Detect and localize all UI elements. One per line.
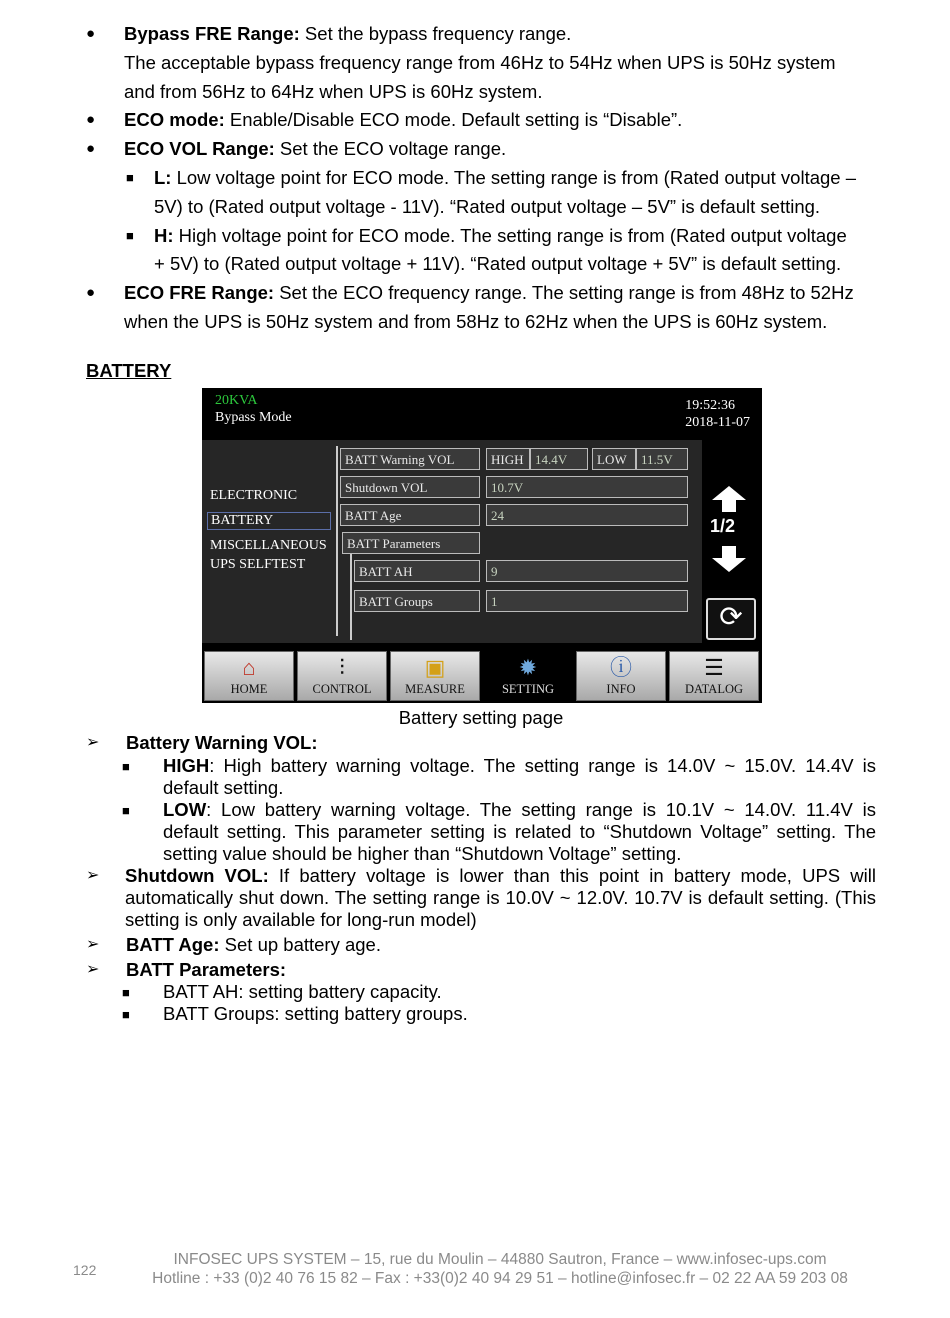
high-value-field[interactable]: 14.4V [530, 448, 588, 470]
bullet-square: ■ [126, 169, 134, 185]
home-icon: ⌂ [242, 655, 256, 680]
mode-label: Bypass Mode [215, 410, 292, 425]
ups-screen [202, 388, 762, 703]
intro-line: The acceptable bypass frequency range from 46Hz to 54Hz when UPS is 50Hz system [124, 51, 836, 73]
bullet-square: ■ [122, 985, 130, 1000]
arrow-bullet: ➢ [86, 961, 100, 978]
intro-line: ● ECO mode: Enable/Disable ECO mode. Default setting is “Disable”. [0, 106, 950, 135]
paragraph: BATT Age: Set up battery age. [126, 934, 381, 955]
gear-icon: ✹ [518, 655, 538, 680]
tree-line [336, 446, 338, 636]
info-icon: ⓘ [609, 655, 632, 680]
intro-line: 5V) to (Rated output voltage - 11V). “Rated output voltage – 5V” is default setting. [154, 195, 821, 217]
term: ECO VOL Range: [124, 138, 275, 160]
menu-item-miscellaneous[interactable]: MISCELLANEOUS [210, 538, 327, 553]
low-value-field[interactable]: 11.5V [636, 448, 688, 470]
footer-line: INFOSEC UPS SYSTEM – 15, rue du Moulin – 44880 Sautron, France – www.infosec-ups.com [173, 1251, 827, 1268]
intro-line: ● ECO FRE Range: Set the ECO frequency range. The setting range is from 48Hz to 52Hz [0, 279, 950, 308]
intro-line: ● Bypass FRE Range: Set the bypass frequency range. [0, 20, 950, 49]
shutdown-vol-label: Shutdown VOL [340, 476, 480, 498]
menu-item-battery[interactable]: BATTERY [207, 512, 331, 530]
intro-line: + 5V) to (Rated output voltage + 11V). “Rated output voltage + 5V” is default setting. [154, 253, 842, 275]
high-label: HIGH [486, 448, 530, 470]
bullet-dot: ● [86, 140, 96, 158]
batt-groups-field[interactable]: 1 [486, 590, 688, 612]
bullet-square: ■ [122, 1007, 130, 1022]
bottom-tab-bar [202, 651, 762, 703]
tab-measure[interactable]: ▣ MEASURE [390, 651, 480, 701]
control-icon: ⫶ [339, 655, 345, 680]
paragraph: LOW: Low battery warning voltage. The setting range is 10.1V ~ 14.0V. 11.4V is default setting. This parameter setting is related to “Shutdown Voltage” setting. The setting value should be higher than “Shutdown Voltage” setting. [163, 799, 876, 864]
bullet-dot: ● [86, 284, 96, 302]
tab-home[interactable]: ⌂ HOME [204, 651, 294, 701]
paragraph: Shutdown VOL: If battery voltage is lower than this point in battery mode, UPS will automatically shut down. The setting range is 10.0V ~ 12.0V. 10.7V is default setting. (This setting is only available for long-run model) [125, 865, 876, 930]
bullet-square: ■ [122, 803, 130, 818]
arrow-bullet: ➢ [86, 734, 100, 751]
tab-info[interactable]: ⓘ INFO [576, 651, 666, 701]
shutdown-value-field[interactable]: 10.7V [486, 476, 688, 498]
footer [130, 1250, 870, 1288]
datalog-icon: ☰ [704, 655, 724, 680]
page-up-icon[interactable] [710, 484, 748, 514]
tab-datalog[interactable]: ☰ DATALOG [669, 651, 759, 701]
settings-panel [202, 440, 702, 643]
paragraph: HIGH: High battery warning voltage. The setting range is 14.0V ~ 15.0V. 14.4V is default setting. [163, 755, 876, 798]
intro-line: ● ECO VOL Range: Set the ECO voltage range. [0, 135, 950, 164]
list-item: BATT AH: setting battery capacity. [163, 981, 442, 1002]
bullet-square: ■ [122, 759, 130, 774]
figure-caption: Battery setting page [398, 707, 564, 728]
term: Bypass FRE Range: [124, 23, 300, 44]
batt-ah-label: BATT AH [354, 560, 480, 582]
intro-line: and from 56Hz to 64Hz when UPS is 60Hz system. [124, 80, 543, 102]
intro-line: when the UPS is 50Hz system and from 58Hz to 62Hz when the UPS is 60Hz system. [124, 310, 828, 332]
term: ECO mode: [124, 109, 225, 131]
refresh-icon[interactable]: ⟳ [706, 598, 756, 640]
measure-icon: ▣ [424, 655, 446, 680]
tab-control[interactable]: ⫶ CONTROL [297, 651, 387, 701]
bullet-dot: ● [86, 111, 96, 129]
batt-parameters-button[interactable]: BATT Parameters [342, 532, 480, 554]
date-label: 2018-11-07 [685, 415, 750, 430]
menu-item-ups-selftest[interactable]: UPS SELFTEST [210, 557, 306, 572]
footer-line: Hotline : +33 (0)2 40 76 15 82 – Fax : +33(0)2 40 94 29 51 – hotline@infosec.fr – 02 22 AA 59 203 08 [152, 1270, 848, 1287]
term: H: [154, 224, 174, 246]
section-title: BATTERY [86, 360, 172, 381]
term: ECO FRE Range: [124, 282, 275, 304]
batt-ah-field[interactable]: 9 [486, 560, 688, 582]
batt-groups-label: BATT Groups [354, 590, 480, 612]
arrow-bullet: ➢ [86, 936, 100, 953]
page-indicator: 1/2 [710, 516, 736, 536]
tree-line [350, 554, 352, 640]
list-item: BATT Groups: setting battery groups. [163, 1003, 468, 1024]
clock [685, 397, 750, 431]
term: Battery Warning VOL: [126, 732, 318, 753]
time-label: 19:52:36 [685, 398, 735, 413]
term: BATT Parameters: [126, 959, 287, 980]
bullet-square: ■ [126, 227, 134, 243]
tab-setting[interactable]: ✹ SETTING [483, 651, 573, 701]
bullet-dot: ● [86, 25, 96, 42]
batt-age-label: BATT Age [340, 504, 480, 526]
arrow-bullet: ➢ [86, 867, 100, 884]
intro-line: ■ H: High voltage point for ECO mode. The setting range is from (Rated output voltage [0, 222, 950, 251]
page-number: 122 [73, 1262, 97, 1278]
term: L: [154, 166, 172, 188]
batt-age-field[interactable]: 24 [486, 504, 688, 526]
intro-line: ■ L: Low voltage point for ECO mode. The setting range is from (Rated output voltage – [0, 164, 950, 193]
model-label: 20KVA [215, 393, 258, 408]
intro-block [0, 20, 950, 337]
page-down-icon[interactable] [710, 544, 748, 574]
batt-warning-vol-label: BATT Warning VOL [340, 448, 480, 470]
menu-item-electronic[interactable]: ELECTRONIC [210, 488, 298, 503]
low-label: LOW [592, 448, 636, 470]
